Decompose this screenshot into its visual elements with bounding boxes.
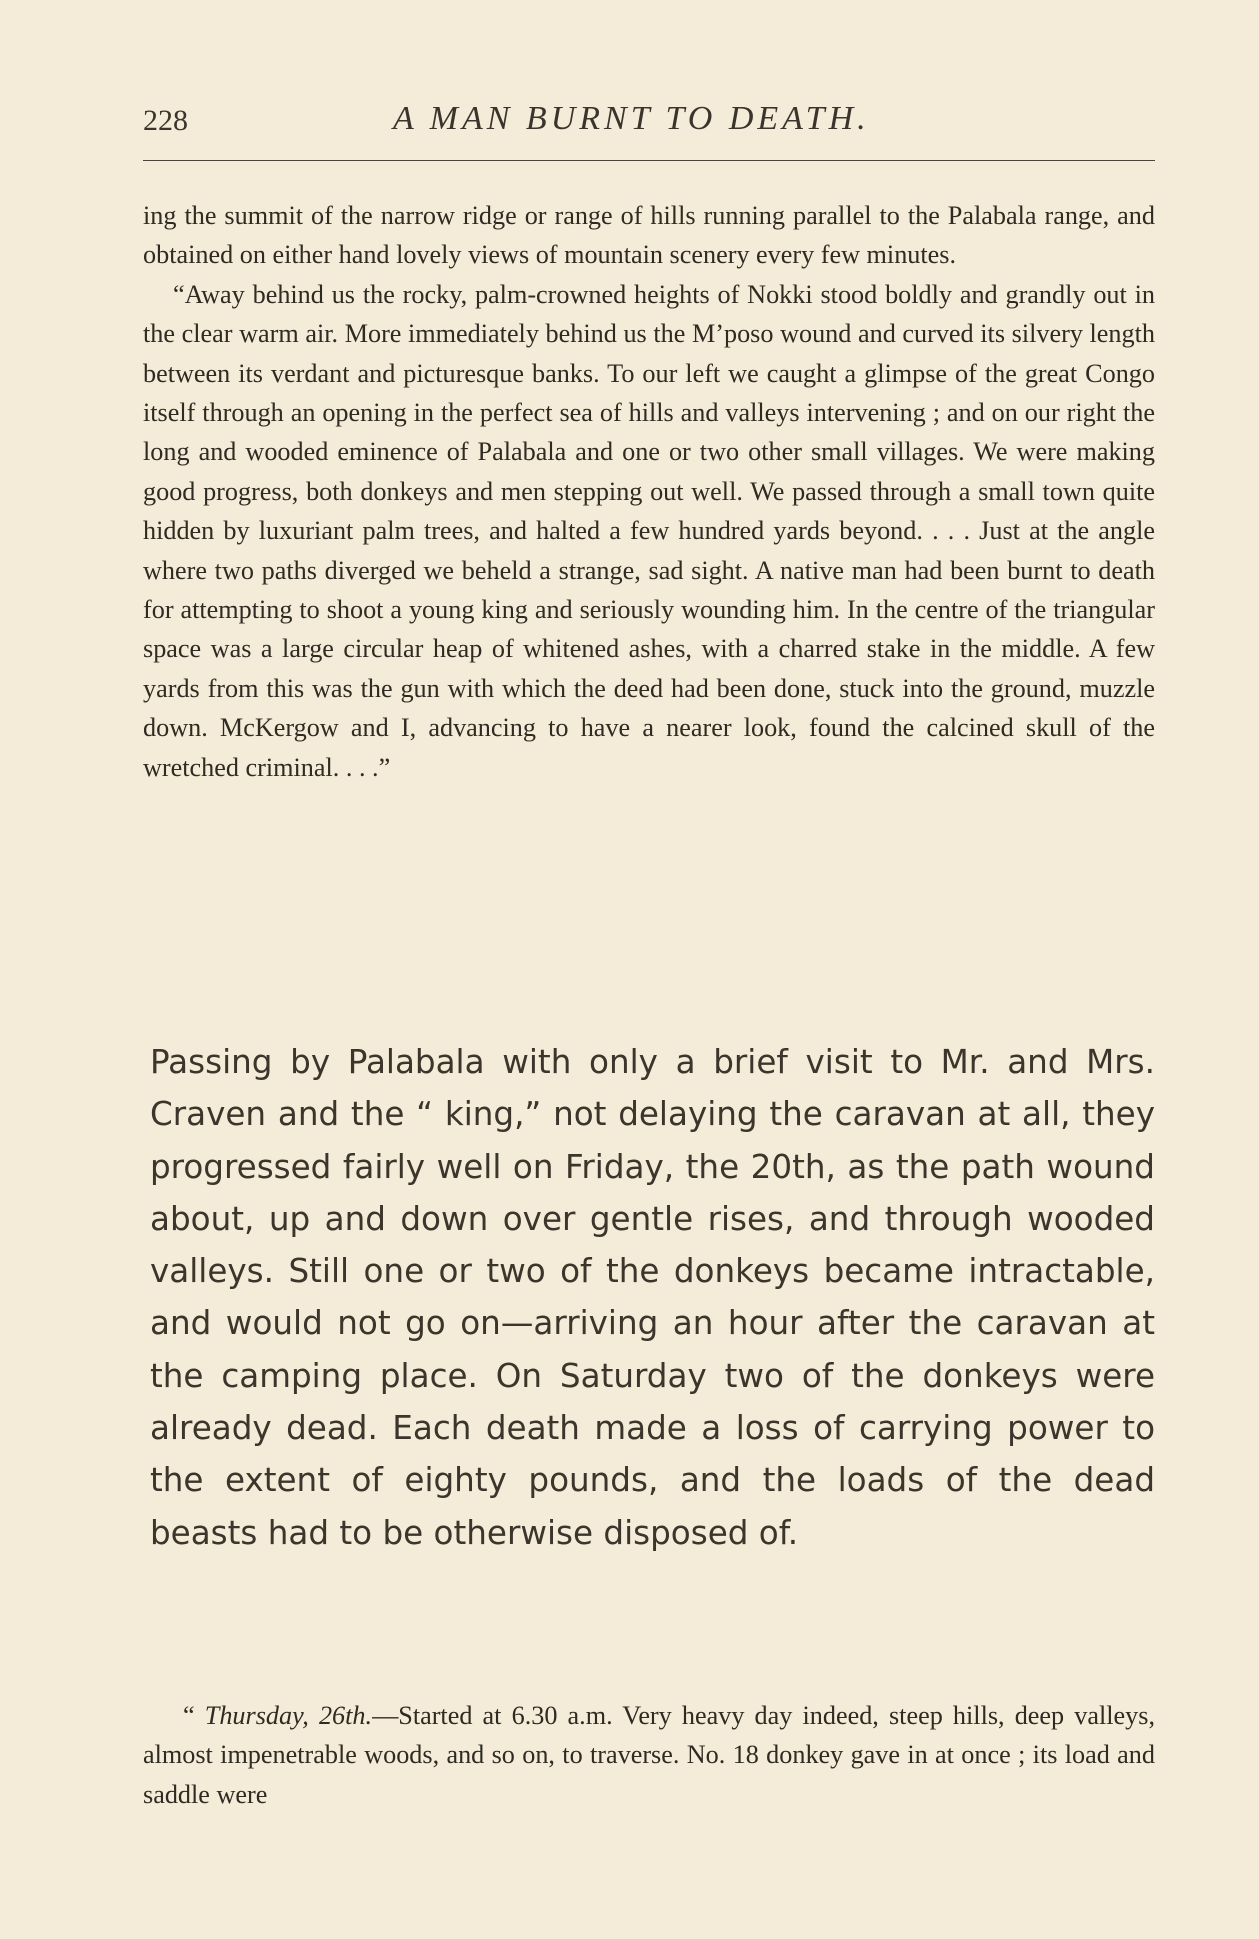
quote-paragraph-1: ing the summit of the narrow ridge or range of hills running parallel to the Palabala range, and obtained on either hand lovely views of mountain scenery every few minutes. (143, 201, 1155, 270)
header-rule (143, 160, 1155, 161)
diary-date: Thursday, 26th. (204, 1701, 373, 1730)
diary-text: —Started at 6.30 a.m. Very heavy day indeed, steep hills, deep valleys, almost impenetrable woods, and so on, to traverse. No. 18 donkey gave in at once ; its load and saddle were (143, 1701, 1156, 1809)
running-title: A MAN BURNT TO DEATH. (393, 100, 870, 137)
diary-entry (143, 1696, 1155, 1814)
quoted-journal-extract (143, 196, 1155, 787)
quote-paragraph-2: “Away behind us the rocky, palm-crowned heights of Nokki stood boldly and grandly out in the clear warm air. More immediately behind us the M’poso wound and curved its silvery length between its verdant and picturesque banks. To our left we caught a glimpse of the great Congo itself through an opening in the perfect sea of hills and valleys intervening ; and on our right the long and wooded eminence of Palabala and one or two other small villages. We were making good progress, both donkeys and men stepping out well. We passed through a small town quite hidden by luxuriant palm trees, and halted a few hundred yards beyond. . . . Just at the angle where two paths diverged we beheld a strange, sad sight. A native man had been burnt to death for attempting to shoot a young king and seriously wounding him. In the centre of the triangular space was a large circular heap of whitened ashes, with a charred stake in the middle. A few yards from this was the gun with which the deed had been done, stuck into the ground, muzzle down. McKergow and I, advancing to have a nearer look, found the calcined skull of the wretched criminal. . . .” (143, 279, 1155, 782)
page-header (143, 100, 1155, 144)
diary-open-quote: “ (183, 1701, 205, 1730)
main-paragraph (150, 1036, 1155, 1559)
main-paragraph-text: Passing by Palabala with only a brief visit to Mr. and Mrs. Craven and the “ king,” not delaying the caravan at all, they progressed fairly well on Friday, the 20th, as the path wound about, up and down over gentle rises, and through wooded valleys. Still one or two of the donkeys became intractable, and would not go on—arriving an hour after the caravan at the camping place. On Saturday two of the donkeys were already dead. Each death made a loss of carrying power to the extent of eighty pounds, and the loads of the dead beasts had to be otherwise disposed of. (150, 1043, 1155, 1552)
page-number: 228 (143, 104, 188, 137)
